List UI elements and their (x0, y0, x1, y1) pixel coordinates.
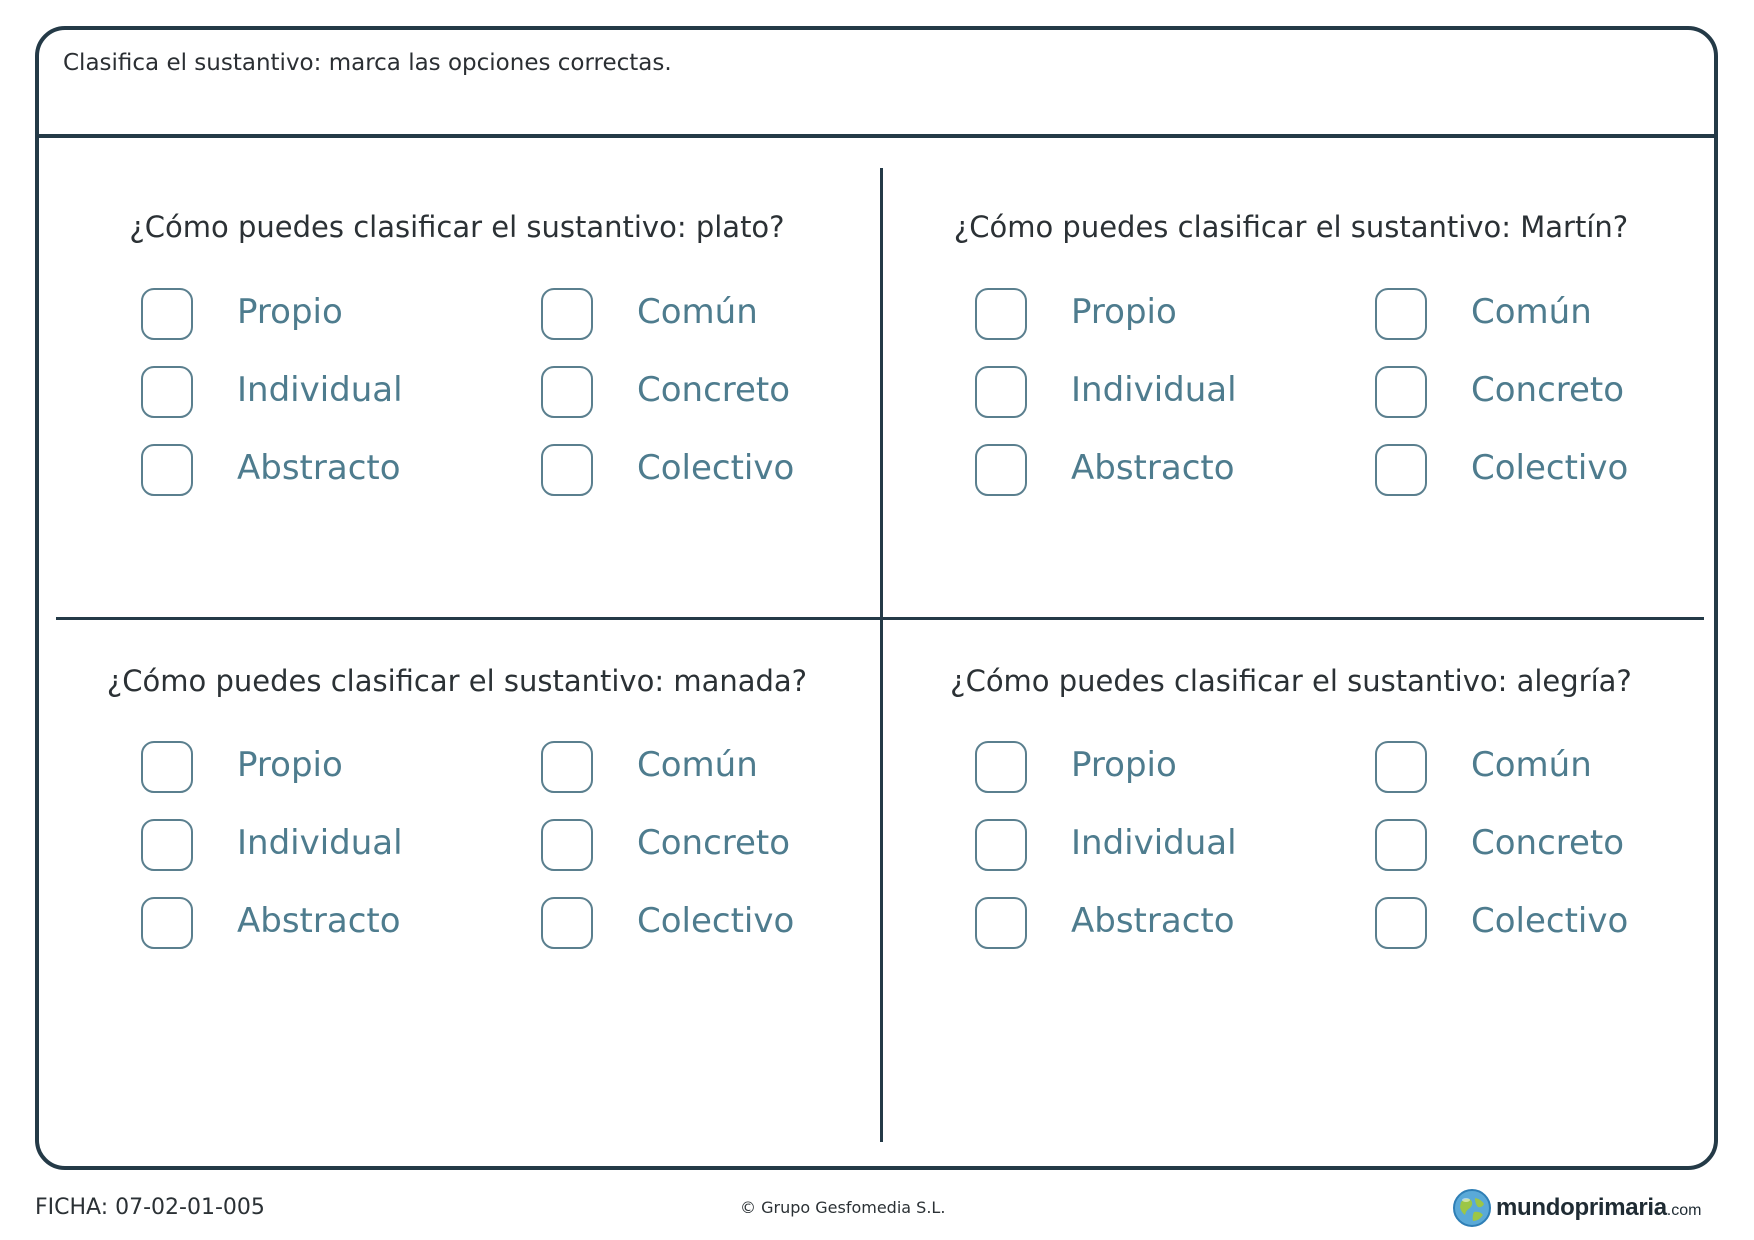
checkbox[interactable] (541, 897, 593, 949)
checkbox[interactable] (975, 741, 1027, 793)
copyright-notice: © Grupo Gesfomedia S.L. (740, 1198, 946, 1217)
checkbox[interactable] (541, 366, 593, 418)
option-label: Individual (237, 823, 403, 863)
option-label: Común (1471, 745, 1592, 785)
option-label: Concreto (1471, 823, 1625, 863)
option-label: Colectivo (637, 901, 795, 941)
instruction-text: Clasifica el sustantivo: marca las opciones correctas. (63, 50, 672, 76)
checkbox[interactable] (541, 741, 593, 793)
checkbox[interactable] (1375, 819, 1427, 871)
option-label: Individual (237, 370, 403, 410)
option-label: Individual (1071, 370, 1237, 410)
checkbox[interactable] (141, 741, 193, 793)
checkbox[interactable] (975, 366, 1027, 418)
option-label: Colectivo (1471, 901, 1629, 941)
worksheet-frame (35, 26, 1718, 1170)
option-label: Propio (1071, 292, 1177, 332)
option-label: Concreto (637, 823, 791, 863)
option-label: Colectivo (1471, 448, 1629, 488)
checkbox[interactable] (141, 897, 193, 949)
option-label: Común (637, 292, 758, 332)
checkbox[interactable] (141, 288, 193, 340)
question-block-3 (47, 622, 867, 1122)
checkbox[interactable] (975, 444, 1027, 496)
option-label: Abstracto (1071, 448, 1235, 488)
checkbox[interactable] (975, 288, 1027, 340)
checkbox[interactable] (1375, 897, 1427, 949)
checkbox[interactable] (141, 819, 193, 871)
checkbox[interactable] (541, 819, 593, 871)
checkbox[interactable] (1375, 444, 1427, 496)
checkbox[interactable] (975, 819, 1027, 871)
brand-logo[interactable] (1452, 1188, 1701, 1228)
checkbox[interactable] (1375, 366, 1427, 418)
option-label: Propio (1071, 745, 1177, 785)
checkbox[interactable] (141, 366, 193, 418)
option-label: Concreto (1471, 370, 1625, 410)
option-label: Propio (237, 745, 343, 785)
horizontal-divider (56, 617, 1704, 620)
option-label: Abstracto (237, 448, 401, 488)
option-label: Común (637, 745, 758, 785)
worksheet-code: FICHA: 07-02-01-005 (35, 1195, 265, 1220)
option-label: Propio (237, 292, 343, 332)
checkbox[interactable] (541, 288, 593, 340)
option-label: Abstracto (237, 901, 401, 941)
option-label: Concreto (637, 370, 791, 410)
brand-name: mundoprimaria (1496, 1194, 1667, 1221)
question-4-text: ¿Cómo puedes clasificar el sustantivo: alegría? (950, 664, 1632, 698)
checkbox[interactable] (141, 444, 193, 496)
option-label: Común (1471, 292, 1592, 332)
question-3-text: ¿Cómo puedes clasificar el sustantivo: manada? (106, 664, 808, 698)
question-block-1 (47, 170, 867, 610)
checkbox[interactable] (1375, 741, 1427, 793)
option-label: Individual (1071, 823, 1237, 863)
question-block-4 (881, 622, 1701, 1122)
question-block-2 (881, 170, 1701, 610)
question-2-text: ¿Cómo puedes clasificar el sustantivo: Martín? (953, 210, 1629, 244)
checkbox[interactable] (975, 897, 1027, 949)
question-1-text: ¿Cómo puedes clasificar el sustantivo: plato? (129, 210, 785, 244)
brand-tld: .com (1666, 1202, 1702, 1219)
option-label: Abstracto (1071, 901, 1235, 941)
option-label: Colectivo (637, 448, 795, 488)
worksheet-header (39, 30, 1714, 138)
checkbox[interactable] (541, 444, 593, 496)
globe-icon (1452, 1188, 1492, 1228)
checkbox[interactable] (1375, 288, 1427, 340)
